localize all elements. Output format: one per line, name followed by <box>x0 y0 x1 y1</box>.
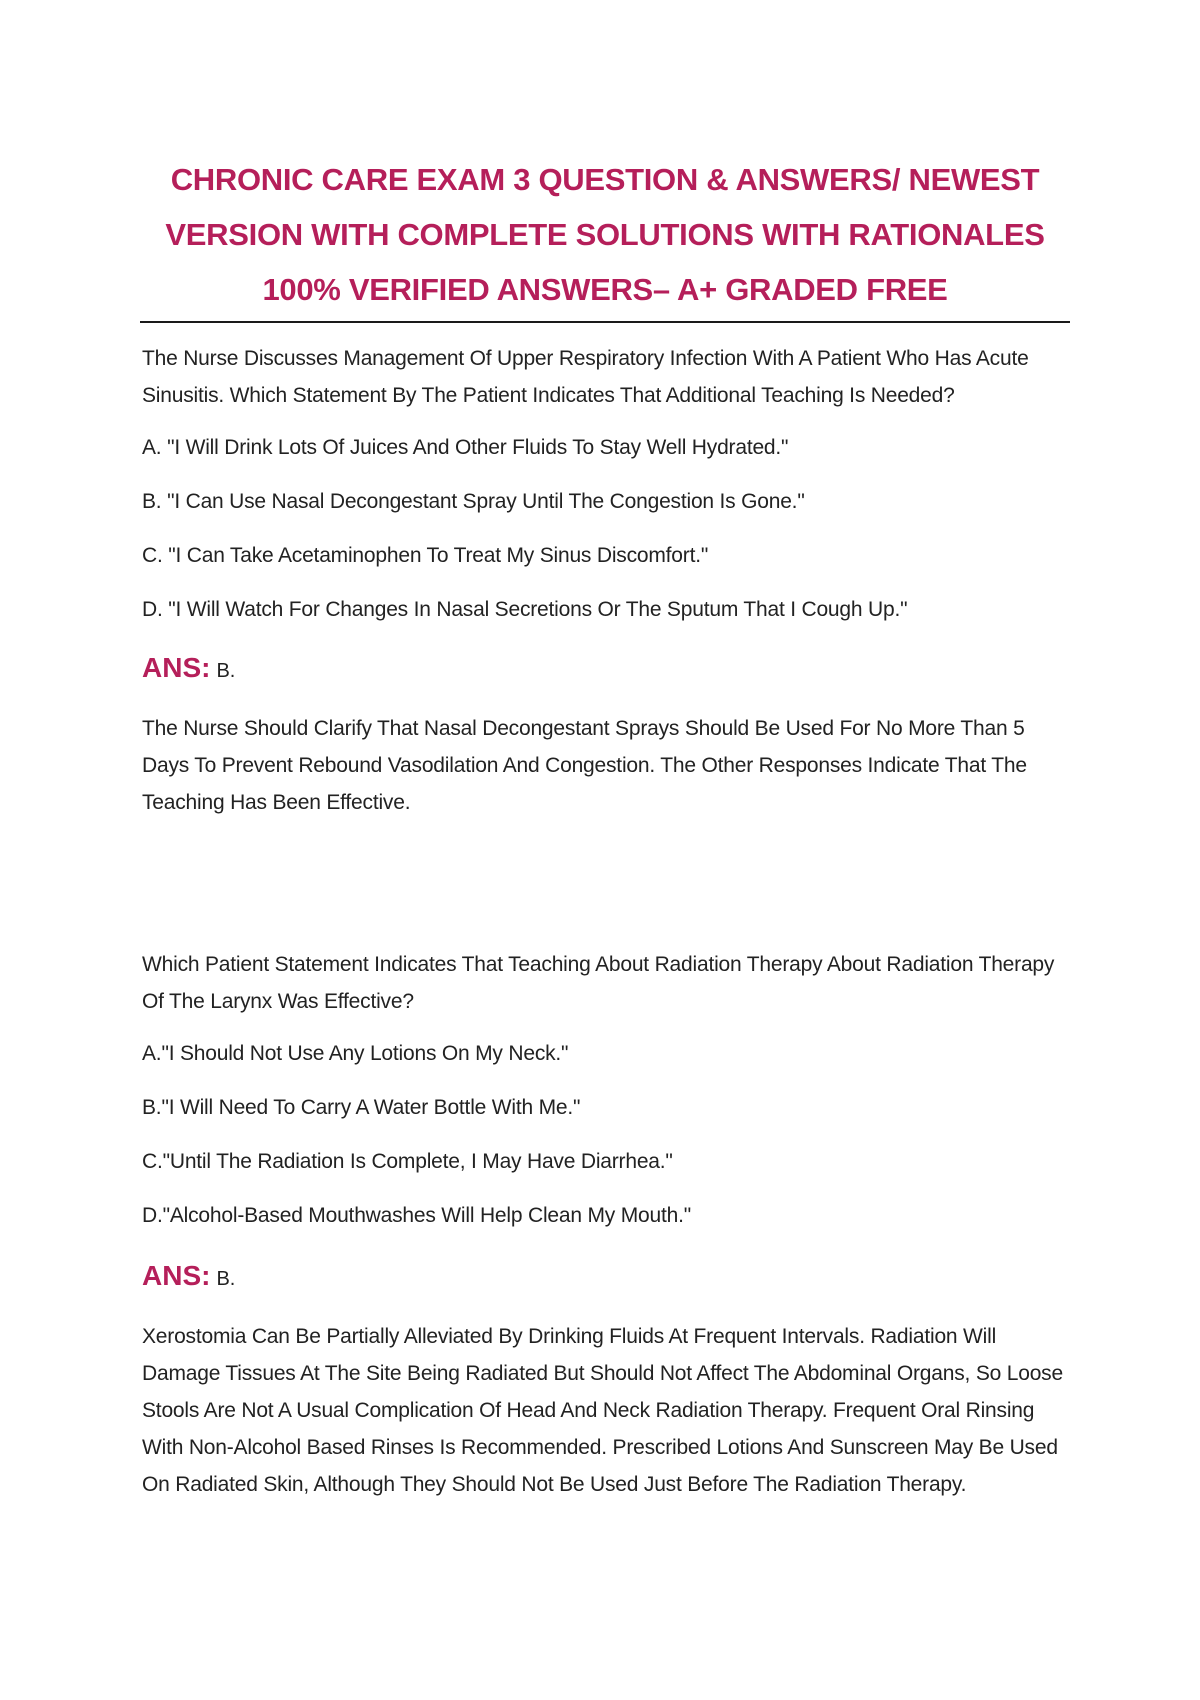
answer-option-c: C. "I Can Take Acetaminophen To Treat My Sinus Discomfort." <box>142 544 709 567</box>
rationale-text: Xerostomia Can Be Partially Alleviated By Drinking Fluids At Frequent Intervals. Radiation Will Damage Tissues At The Site Being Radiated But Should Not Affect The Abdominal Organs, So Loose Stools Are Not A Usual Complication Of Head And Neck Radiation Therapy. Frequent Oral Rinsing With Non-Alcohol Based Rinses Is Recommended. Prescribed Lotions And Sunscreen May Be Used On Radiated Skin, Although They Should Not Be Used Just Before The Radiation Therapy. <box>142 1325 1063 1496</box>
answer-option-b: B."I Will Need To Carry A Water Bottle With Me." <box>142 1096 581 1119</box>
answer-label: ANS: <box>142 652 211 683</box>
title-line: CHRONIC CARE EXAM 3 QUESTION & ANSWERS/ NEWEST <box>170 162 1040 197</box>
answer-option-a: A."I Should Not Use Any Lotions On My Neck." <box>142 1042 569 1065</box>
document-title <box>140 152 1070 317</box>
answer-line <box>142 648 235 693</box>
answer-value: B. <box>216 660 236 682</box>
answer-option-c: C."Until The Radiation Is Complete, I May Have Diarrhea." <box>142 1150 673 1173</box>
answer-option-d: D. "I Will Watch For Changes In Nasal Secretions Or The Sputum That I Cough Up." <box>142 598 908 621</box>
title-line: 100% VERIFIED ANSWERS– A+ GRADED FREE <box>262 272 948 307</box>
answer-option-a: A. "I Will Drink Lots Of Juices And Other Fluids To Stay Well Hydrated." <box>142 436 789 459</box>
question-prompt: Which Patient Statement Indicates That Teaching About Radiation Therapy About Radiation Therapy Of The Larynx Was Effective? <box>142 953 1055 1013</box>
answer-label: ANS: <box>142 1260 211 1291</box>
rationale-text: The Nurse Should Clarify That Nasal Decongestant Sprays Should Be Used For No More Than 5 Days To Prevent Rebound Vasodilation And Congestion. The Other Responses Indicate That The Teaching Has Been Effective. <box>142 717 1027 814</box>
answer-value: B. <box>216 1268 236 1290</box>
answer-line <box>142 1256 235 1301</box>
title-divider <box>140 321 1070 323</box>
answer-option-d: D."Alcohol-Based Mouthwashes Will Help Clean My Mouth." <box>142 1204 691 1227</box>
question-prompt: The Nurse Discusses Management Of Upper Respiratory Infection With A Patient Who Has Acute Sinusitis. Which Statement By The Patient Indicates That Additional Teaching Is Needed? <box>142 347 1029 407</box>
answer-option-b: B. "I Can Use Nasal Decongestant Spray Until The Congestion Is Gone." <box>142 490 805 513</box>
title-line: VERSION WITH COMPLETE SOLUTIONS WITH RATIONALES <box>165 217 1045 252</box>
